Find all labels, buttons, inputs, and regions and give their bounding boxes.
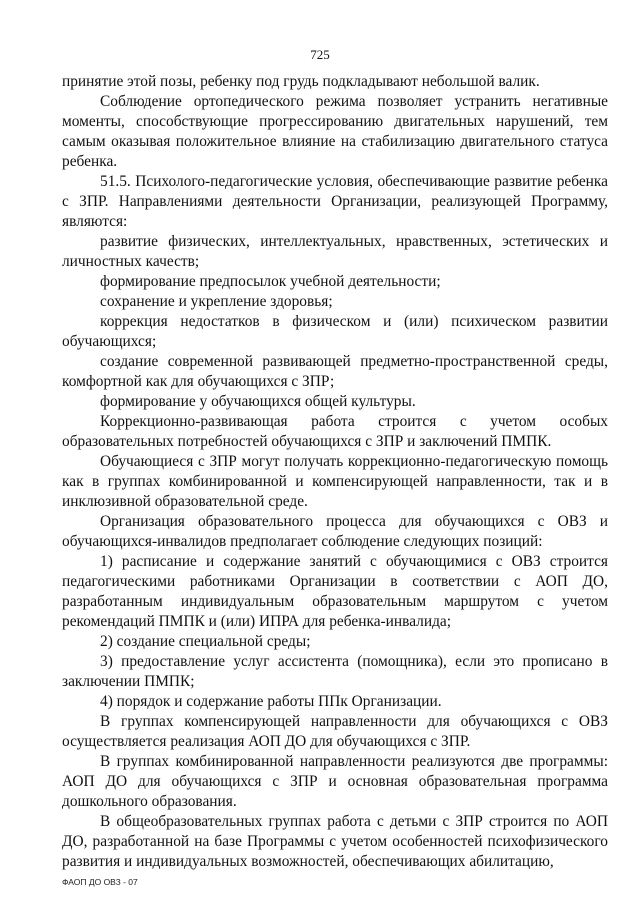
list-item: коррекция недостатков в физическом и (или) психическом развитии обучающихся; (62, 313, 608, 350)
paragraph: В группах компенсирующей направленности для обучающихся с ОВЗ осуществляется реализация АОП ДО для обучающихся с ЗПР. (62, 713, 608, 750)
list-item: 1) расписание и содержание занятий с обучающимися с ОВЗ строится педагогическими работниками Организации в соответствии с АОП ДО, разработанным индивидуальным образовательным маршрутом с учетом рекомендаций ПМПК и (или) ИПРА для ребенка-инвалида; (62, 553, 608, 630)
list-item: формирование у обучающихся общей культуры. (100, 393, 416, 410)
list-item: 3) предоставление услуг ассистента (помощника), если это прописано в заключении ПМПК; (62, 653, 608, 690)
list-item: формирование предпосылок учебной деятельности; (100, 273, 441, 290)
page-number: 725 (310, 47, 330, 62)
section-heading-paragraph: 51.5. Психолого-педагогические условия, обеспечивающие развитие ребенка с ЗПР. Направлениями деятельности Организации, реализующей Программу, являются: (62, 173, 608, 230)
list-item: развитие физических, интеллектуальных, нравственных, эстетических и личностных качеств; (62, 233, 608, 270)
paragraph: Коррекционно-развивающая работа строится с учетом особых образовательных потребностей обучающихся с ЗПР и заключений ПМПК. (62, 413, 608, 450)
paragraph: В группах комбинированной направленности реализуются две программы: АОП ДО для обучающихся с ЗПР и основная образовательная программа дошкольного образования. (62, 753, 608, 810)
paragraph: В общеобразовательных группах работа с детьми с ЗПР строится по АОП ДО, разработанной на базе Программы с учетом особенностей психофизического развития и индивидуальных возможностей, обеспечивающих абилитацию, (62, 813, 608, 870)
paragraph: Соблюдение ортопедического режима позволяет устранить негативные моменты, способствующие прогрессированию двигательных нарушений, тем самым оказывая положительное влияние на стабилизацию двигательного статуса ребенка. (62, 93, 608, 170)
list-item: 4) порядок и содержание работы ППк Организации. (100, 693, 442, 710)
paragraph: Организация образовательного процесса для обучающихся с ОВЗ и обучающихся-инвалидов предполагает соблюдение следующих позиций: (62, 513, 608, 550)
paragraph: Обучающиеся с ЗПР могут получать коррекционно-педагогическую помощь как в группах комбинированной и компенсирующей направленности, так и в инклюзивной образовательной среде. (62, 453, 608, 510)
paragraph: принятие этой позы, ребенку под грудь подкладывают небольшой валик. (62, 73, 540, 90)
list-item: сохранение и укрепление здоровья; (100, 293, 333, 310)
list-item: создание современной развивающей предметно-пространственной среды, комфортной как для обучающихся с ЗПР; (62, 353, 608, 390)
list-item: 2) создание специальной среды; (100, 633, 311, 650)
page-body (62, 72, 608, 872)
footer-doc-code: ФАОП ДО ОВЗ - 07 (62, 877, 138, 887)
